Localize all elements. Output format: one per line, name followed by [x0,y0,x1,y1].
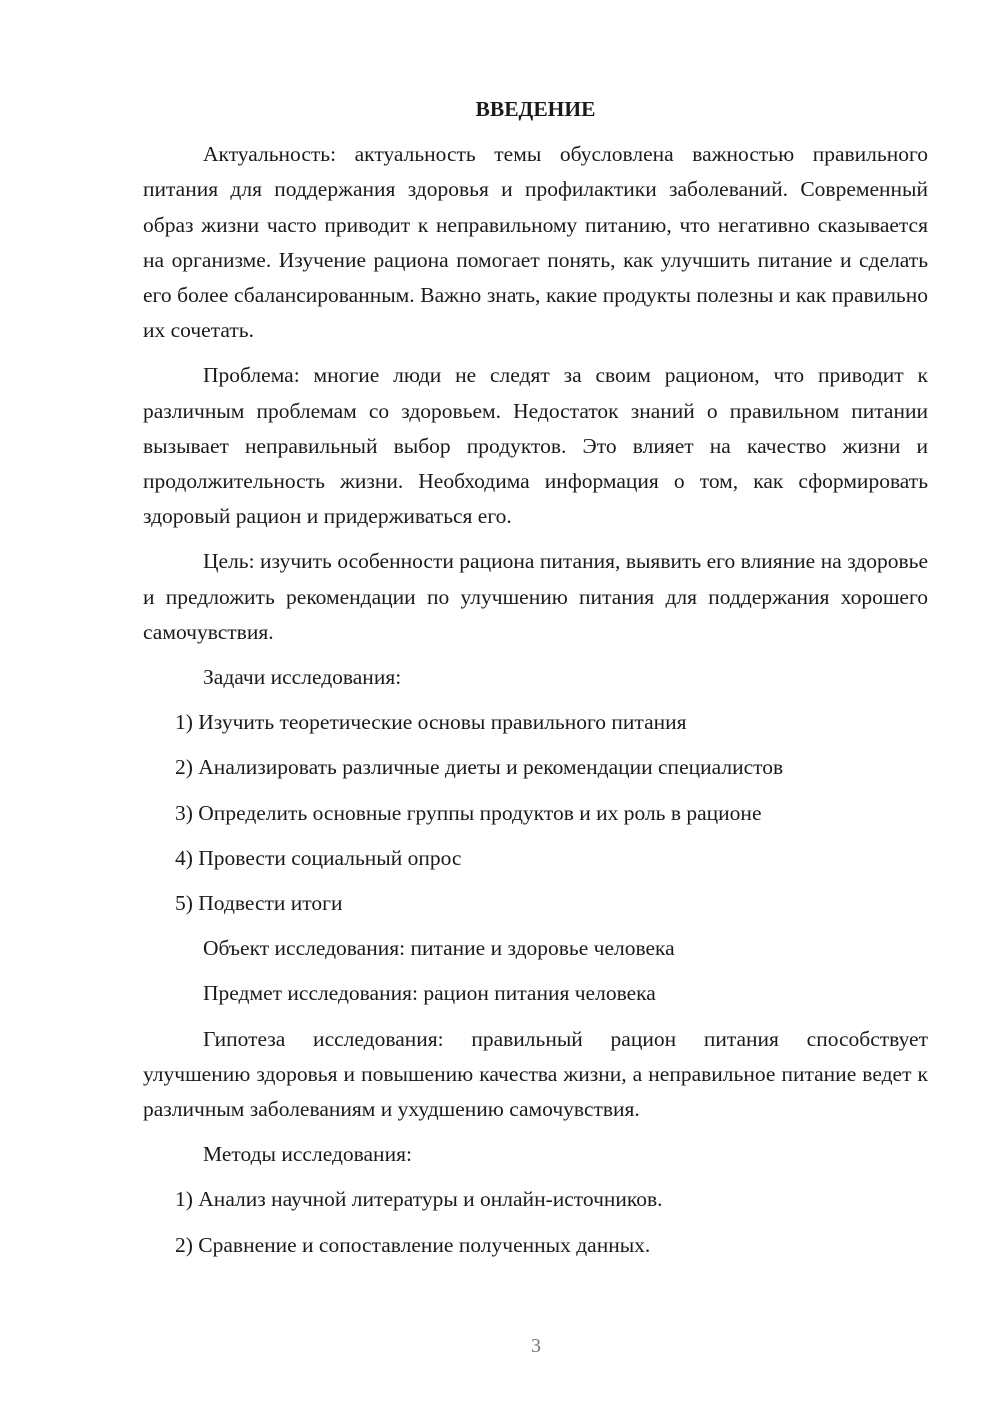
method-item-1: 1) Анализ научной литературы и онлайн-источников. [175,1187,663,1212]
page-number: 3 [531,1335,541,1357]
method-item-2: 2) Сравнение и сопоставление полученных данных. [175,1232,651,1257]
tasks-list [143,705,928,921]
methods-heading: Методы исследования: [203,1142,412,1167]
task-item-5: 5) Подвести итоги [175,891,343,916]
task-item-4: 4) Провести социальный опрос [175,845,462,870]
subject-paragraph: Предмет исследования: рацион питания человека [203,981,656,1006]
goal-paragraph: Цель: изучить особенности рациона питания, выявить его влияние на здоровье и предложить рекомендации по улучшению питания для поддержания хорошего самочувствия. [143,549,928,644]
methods-list [143,1182,928,1262]
document-page [143,92,928,1273]
problem-paragraph: Проблема: многие люди не следят за своим рационом, что приводит к различным проблемам со здоровьем. Недостаток знаний о правильном питании вызывает неправильный выбор продуктов. Это влияет на качество жизни и продолжительность жизни. Необходима информация о том, как сформировать здоровый рацион и придерживаться его. [143,363,928,529]
relevance-paragraph: Актуальность: актуальность темы обусловлена важностью правильного питания для поддержания здоровья и профилактики заболеваний. Современный образ жизни часто приводит к неправильному питанию, что негативно сказывается на организме. Изучение рациона помогает понять, как улучшить питание и сделать его более сбалансированным. Важно знать, какие продукты полезны и как правильно их сочетать. [143,142,928,343]
object-paragraph: Объект исследования: питание и здоровье человека [203,936,675,961]
tasks-heading: Задачи исследования: [203,665,402,690]
section-title: ВВЕДЕНИЕ [475,97,596,121]
task-item-2: 2) Анализировать различные диеты и рекомендации специалистов [175,755,784,780]
task-item-3: 3) Определить основные группы продуктов и их роль в рационе [175,800,762,825]
hypothesis-paragraph: Гипотеза исследования: правильный рацион питания способствует улучшению здоровья и повышению качества жизни, а неправильное питание ведет к различным заболеваниям и ухудшению самочувствия. [143,1026,928,1122]
task-item-1: 1) Изучить теоретические основы правильного питания [175,710,687,735]
